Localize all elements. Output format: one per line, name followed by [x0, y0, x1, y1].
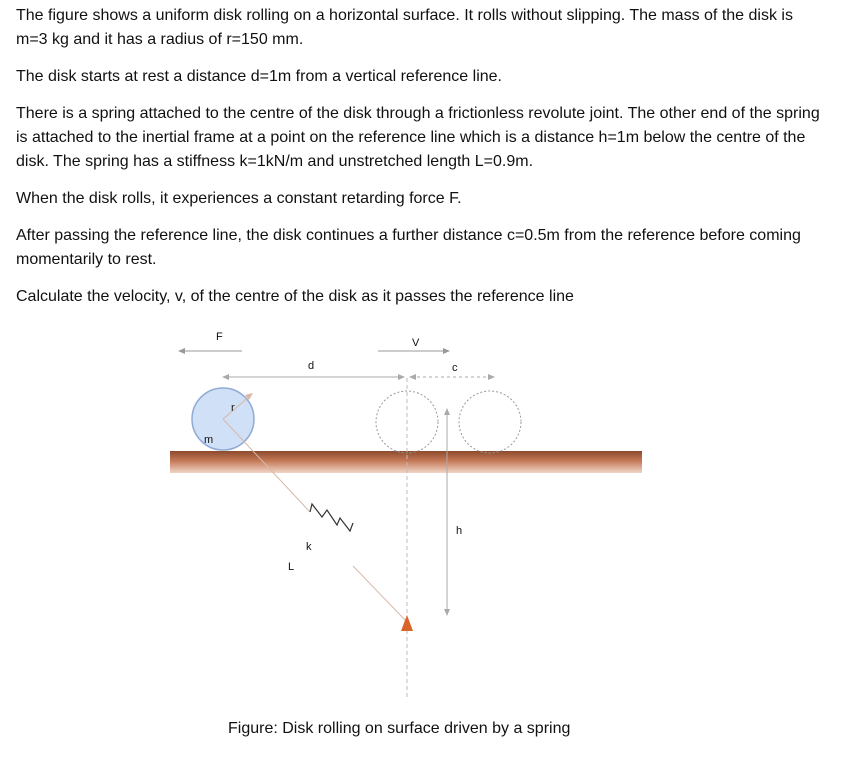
figure-caption: Figure: Disk rolling on surface driven by a spring — [228, 720, 571, 737]
distance-c-label: c — [452, 362, 458, 374]
paragraph-spring-description: There is a spring attached to the centre of the disk through a frictionless revolute joint. The other end of the spring is attached to the inertial frame at a point on the reference line which is a distance h=1m below the centre of the disk. The spring has a stiffness k=1kN/m and unstretched length L=0.9m. — [16, 105, 820, 170]
ground-surface — [170, 451, 642, 473]
spring-line-lower — [353, 566, 407, 622]
length-L-label: L — [288, 561, 295, 573]
spring-k-label: k — [306, 541, 312, 553]
distance-d-arrow — [222, 374, 405, 380]
disk-at-rest-outline — [459, 391, 521, 453]
radius-label: r — [231, 402, 235, 414]
paragraph-retarding-force: When the disk rolls, it experiences a constant retarding force F. — [16, 190, 462, 207]
paragraph-question: Calculate the velocity, v, of the centre of the disk as it passes the reference line — [16, 288, 574, 305]
height-h-arrow — [444, 408, 450, 616]
height-h-label: h — [456, 525, 463, 537]
paragraph-disk-description: The figure shows a uniform disk rolling on a horizontal surface. It rolls without slipping. The mass of the disk is m=3 kg and it has a radius of r=150 mm. — [16, 7, 793, 48]
distance-d-label: d — [308, 360, 315, 372]
force-label: F — [216, 331, 223, 343]
velocity-label: V — [412, 337, 420, 349]
force-arrow — [178, 348, 242, 354]
paragraph-start-position: The disk starts at rest a distance d=1m from a vertical reference line. — [16, 68, 502, 85]
mass-label: m — [204, 434, 214, 446]
paragraph-stop-distance: After passing the reference line, the disk continues a further distance c=0.5m from the reference before coming momentarily to rest. — [16, 227, 801, 268]
distance-c-arrow — [409, 374, 495, 380]
spring-coil — [310, 504, 353, 531]
